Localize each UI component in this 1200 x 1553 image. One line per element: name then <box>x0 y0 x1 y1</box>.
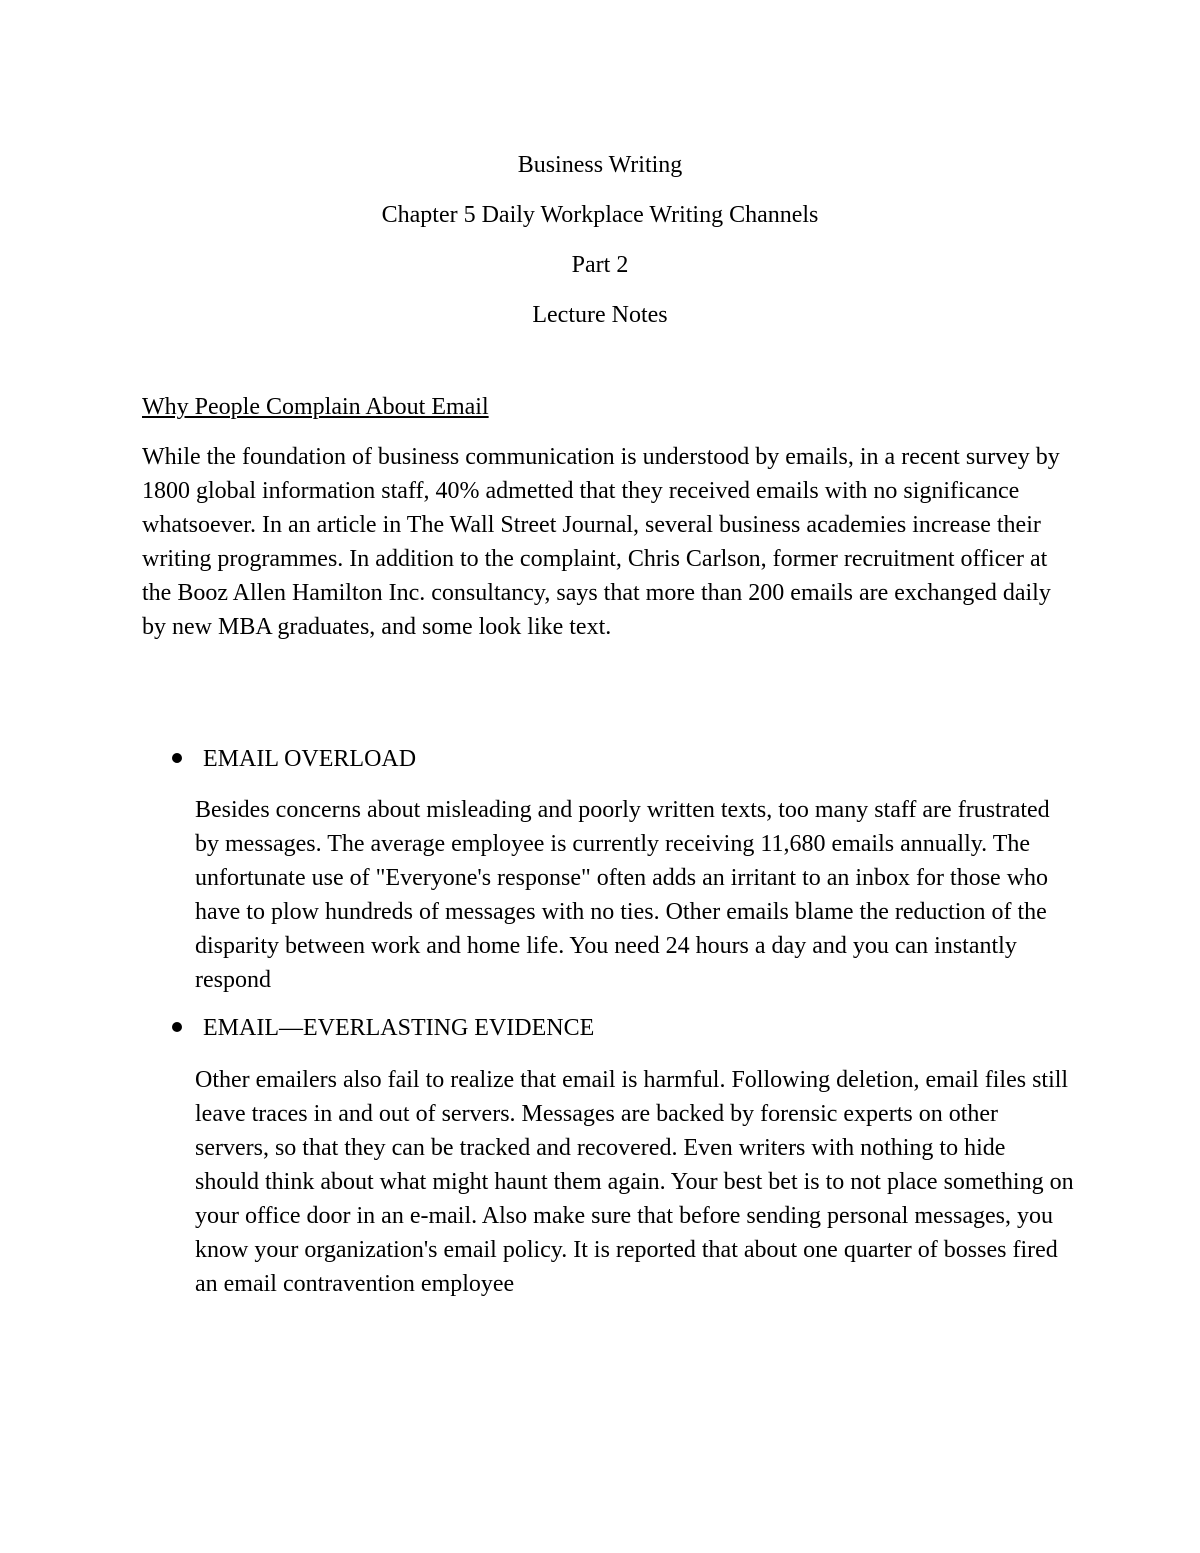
notes-label: Lecture Notes <box>532 302 668 328</box>
bullet-label: EMAIL—EVERLASTING EVIDENCE <box>203 1015 595 1041</box>
section-heading: Why People Complain About Email <box>142 394 489 420</box>
course-title: Business Writing <box>517 152 683 178</box>
intro-paragraph: While the foundation of business communication is understood by emails, in a recent survey by 1800 global information staff, 40% admetted that they received emails with no significance whatsoever. In an article in The Wall Street Journal, several business academies increase their writing programmes. In addition to the complaint, Chris Carlson, former recruitment officer at the Booz Allen Hamilton Inc. consultancy, says that more than 200 emails are exchanged daily by new MBA graduates, and some look like text. <box>142 444 1060 640</box>
chapter-title: Chapter 5 Daily Workplace Writing Channels <box>381 202 819 228</box>
part-label: Part 2 <box>571 252 629 278</box>
bullet-paragraph: Other emailers also fail to realize that email is harmful. Following deletion, email files still leave traces in and out of servers. Messages are backed by forensic experts on other servers, so that they can be tracked and recovered. Even writers with nothing to hide should think about what might haunt them again. Your best bet is to not place something on your office door in an e-mail. Also make sure that before sending personal messages, you know your organization's email policy. It is reported that about one quarter of bosses fired an email contravention employee <box>195 1067 1074 1297</box>
title-block <box>0 140 1200 340</box>
bullet-dot-icon <box>172 1022 182 1032</box>
bullet-paragraph: Besides concerns about misleading and poorly written texts, too many staff are frustrated by messages. The average employee is currently receiving 11,680 emails annually. The unfortunate use of "Everyone's response" often adds an irritant to an inbox for those who have to plow hundreds of messages with no ties. Other emails blame the reduction of the disparity between work and home life. You need 24 hours a day and you can instantly respond <box>195 797 1050 993</box>
bullet-dot-icon <box>172 753 182 763</box>
bullet-label: EMAIL OVERLOAD <box>203 746 417 772</box>
